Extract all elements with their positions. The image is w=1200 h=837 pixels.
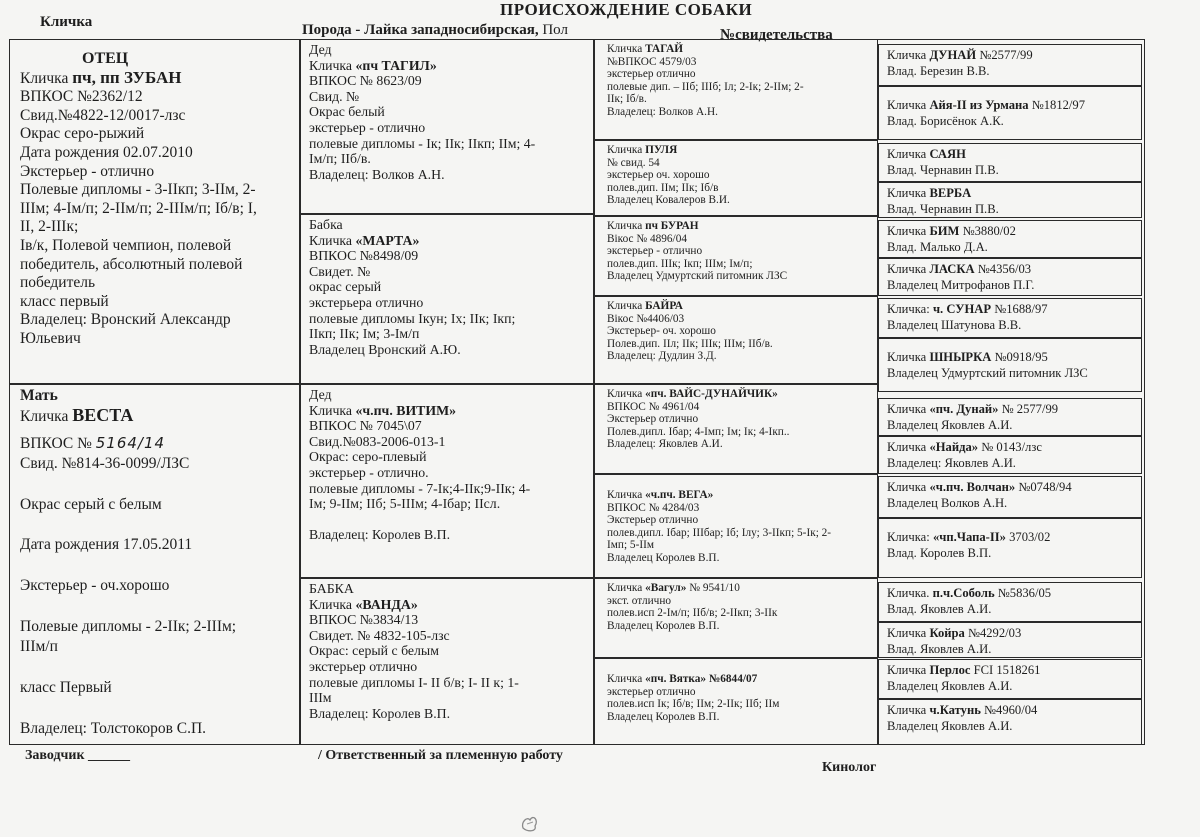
dog-detail-line: ВПКОС №3834/13 <box>309 612 419 628</box>
dog-name-line <box>309 403 587 419</box>
name-label: Кличка <box>309 402 356 418</box>
dog-name-line <box>607 144 871 157</box>
name-label: Кличка <box>887 262 930 276</box>
dog-detail-line: полевые дип. – IIб; IIIб; Iл; 2-Iк; 2-IIм; 2- <box>607 80 804 93</box>
dog-detail-line: полевые дипломы - Iк; IIк; IIкп; IIм; 4- <box>309 135 536 151</box>
ancestor-cell <box>878 182 1142 218</box>
name-label: Кличка <box>887 350 930 364</box>
dog-name-line <box>887 625 1135 641</box>
mother-heading: Мать <box>20 387 58 404</box>
relation-label: Дед <box>309 387 332 402</box>
grandparent-cell <box>300 214 594 384</box>
dog-name: ШНЫРКА <box>929 350 992 364</box>
ancestor-cell <box>878 298 1142 338</box>
father-detail-line: класс первый <box>20 292 109 310</box>
dog-detail-line: окрас серый <box>309 279 382 295</box>
stamp-mark-icon <box>515 806 545 836</box>
owner-line: Влад. Березин В.В. <box>887 64 990 78</box>
registry-number: 3703/02 <box>1005 530 1051 544</box>
dog-detail-line: Iм/п; IIб/в. <box>309 151 371 167</box>
dog-detail-line: полев.дип. IIIк; Iкп; IIIм; Iм/п; <box>607 257 753 270</box>
dog-detail-line: Свид. № <box>309 88 360 104</box>
ancestor-cell <box>878 338 1142 392</box>
father-detail-line: Экстерьер - отлично <box>20 162 155 180</box>
dog-name: САЯН <box>929 147 966 161</box>
dog-name: «чп.Чапа-II» <box>932 530 1006 544</box>
father-detail-line: победитель <box>20 274 96 292</box>
relation-label: Бабка <box>309 217 343 232</box>
grandparent-cell <box>300 384 594 578</box>
name-label: Кличка <box>887 703 930 717</box>
dog-name: ЛАСКА <box>929 262 975 276</box>
dog-name-line <box>887 401 1135 417</box>
great-grandparent-cell <box>594 474 878 578</box>
father-detail-line: Окрас серо-рыжий <box>20 125 145 143</box>
dog-name-line <box>607 220 871 233</box>
dog-name: «ВАНДА» <box>355 596 418 612</box>
dog-detail-line: Владелец Ковалеров В.И. <box>607 194 730 207</box>
dog-name: ПУЛЯ <box>645 144 678 156</box>
father-detail-line: Полевые дипломы - 3-IIкп; 3-IIм, 2- <box>20 181 256 199</box>
name-label: Кличка <box>309 232 356 248</box>
dog-detail-line: экстерьера отлично <box>309 294 424 310</box>
registry-number: №4960/04 <box>980 703 1038 717</box>
registry-number: № 2577/99 <box>998 402 1059 416</box>
dog-detail-line: IIкп; IIк; Iм; 3-Iм/п <box>309 326 420 342</box>
owner-line: Владелец Волков А.Н. <box>887 496 1008 510</box>
great-grandparent-cell <box>594 216 878 296</box>
registry-number: №1812/97 <box>1028 98 1086 112</box>
owner-line: Владелец Удмуртский питомник ЛЗС <box>887 366 1088 380</box>
dog-detail-line: Экстерьер отлично <box>607 413 699 426</box>
father-detail-line: Владелец: Вронский Александр <box>20 311 231 329</box>
dog-detail-line: Полев.дипл. Iбар; 4-Iмп; Iм; Iк; 4-Iкп.. <box>607 425 790 438</box>
dog-name-line <box>607 582 871 595</box>
dog-detail-line: Владелец Вронский А.Ю. <box>309 341 461 357</box>
dog-name-line <box>887 301 1135 317</box>
ancestor-cell <box>878 622 1142 658</box>
name-label: Кличка <box>887 402 930 416</box>
mother-detail-line <box>20 515 293 535</box>
dog-name-line <box>887 223 1135 239</box>
dog-name: ч. СУНАР <box>932 302 992 316</box>
registry-number: №0918/95 <box>991 350 1048 364</box>
dog-detail-line: Свидет. № 4832-105-лзс <box>309 627 450 643</box>
dog-name-line <box>887 529 1135 545</box>
sex-label: Пол <box>538 22 568 38</box>
mother-name: ВЕСТА <box>72 404 134 425</box>
dog-detail-line: №ВПКОС 4579/03 <box>607 55 697 68</box>
mother-detail-line <box>20 474 293 494</box>
header-cert-label: №свидетельства <box>720 27 833 43</box>
name-label: Кличка <box>607 489 646 501</box>
dog-detail-line <box>309 512 587 528</box>
dog-name: ВЕРБА <box>929 186 972 200</box>
dog-name: «ч.пч. Волчан» <box>929 480 1016 494</box>
name-label: Кличка <box>887 663 930 677</box>
dog-detail-line: экстерьер отлично <box>309 658 418 674</box>
dog-detail-line: Владелец: Королев В.П. <box>309 527 451 543</box>
registry-number: №1688/97 <box>991 302 1048 316</box>
dog-name-line <box>607 489 871 502</box>
dog-name: «ч.пч. ВИТИМ» <box>355 402 457 418</box>
father-detail-line: ВПКОС №2362/12 <box>20 88 143 106</box>
father-detail-line: Свид.№4822-12/0017-лзс <box>20 106 186 124</box>
mother-cell <box>9 384 300 745</box>
dog-detail-line: полев.дипл. Iбар; IIIбар; Iб; Iлу; 3-IIкп; 5-Iк; 2- <box>607 526 832 539</box>
dog-name: пч БУРАН <box>645 220 699 232</box>
handwritten-vpkos-number: 5164/14 <box>95 434 166 453</box>
name-label: Кличка <box>607 43 646 55</box>
ancestor-cell <box>878 518 1142 578</box>
dog-detail-line: Окрас белый <box>309 104 385 120</box>
dog-name-line <box>309 58 587 74</box>
name-label: Кличка <box>887 98 930 112</box>
dog-detail-line: полев.исп 2-Iм/п; IIб/в; 2-IIкп; 3-IIк <box>607 607 778 620</box>
great-grandparent-cell <box>594 658 878 745</box>
name-label: Кличка <box>309 596 356 612</box>
owner-line: Влад. Чернавин П.В. <box>887 163 999 177</box>
dog-name-line <box>309 597 587 613</box>
responsible-signature-line: / Ответственный за племенную работу <box>318 748 563 763</box>
dog-name: БИМ <box>929 224 960 238</box>
great-grandparent-cell <box>594 140 878 216</box>
dog-detail-line: IIIм <box>309 690 332 706</box>
dog-name: «пч ТАГИЛ» <box>355 57 437 73</box>
dog-name: «ч.пч. ВЕГА» <box>645 489 714 501</box>
dog-detail-line: Владелец Удмуртский питомник ЛЗС <box>607 270 788 283</box>
great-grandparent-cell <box>594 39 878 140</box>
ancestor-cell <box>878 220 1142 258</box>
dog-detail-line: Окрас: серо-плевый <box>309 449 427 465</box>
dog-detail-line: Свидет. № <box>309 263 371 279</box>
dog-name-line <box>607 300 871 313</box>
dog-detail-line: экст. отлично <box>607 594 672 607</box>
dog-name: «МАРТА» <box>355 232 420 248</box>
ancestor-cell <box>878 398 1142 436</box>
ancestor-cell <box>878 86 1142 140</box>
owner-line: Владелец Яковлев А.И. <box>887 679 1013 693</box>
father-detail-line: Юльевич <box>20 329 81 347</box>
dog-detail-line: IIк; Iб/в. <box>607 93 647 106</box>
dog-detail-line: экстерьер - отлично <box>309 119 426 135</box>
father-detail-line: Iв/к, Полевой чемпион, полевой <box>20 236 232 254</box>
dog-detail-line: ВПКОС № 4284/03 <box>607 501 700 514</box>
ancestor-cell <box>878 143 1142 182</box>
dog-detail-line: полев.дип. IIм; IIк; Iб/в <box>607 181 719 194</box>
registry-number: №0748/94 <box>1015 480 1072 494</box>
name-label: Кличка <box>887 440 930 454</box>
mother-detail-line <box>20 556 293 576</box>
dog-name-line <box>309 233 587 249</box>
name-label: Кличка <box>607 673 646 685</box>
dog-name-line <box>887 261 1135 277</box>
name-label: Кличка <box>887 147 930 161</box>
dog-detail-line: экстерьер - отлично. <box>309 464 429 480</box>
dog-detail-line: Владелец Королев В.П. <box>607 551 720 564</box>
dog-detail-line: экстерьер отлично <box>607 685 696 698</box>
father-cell <box>9 39 300 384</box>
dog-name-line <box>607 388 871 401</box>
kinolog-signature-line: Кинолог <box>822 760 877 775</box>
document-title: ПРОИСХОЖДЕНИЕ СОБАКИ <box>500 0 753 19</box>
dog-name-line <box>887 439 1135 455</box>
mother-detail-line: класс Первый <box>20 679 112 697</box>
registry-number: FCI 1518261 <box>970 663 1041 677</box>
ancestor-cell <box>878 476 1142 518</box>
father-details <box>20 88 293 348</box>
header-breed <box>302 22 568 39</box>
dog-name: «Найда» <box>929 440 979 454</box>
dog-name: Койра <box>929 626 965 640</box>
dog-name-line <box>887 585 1135 601</box>
name-label: Кличка. <box>887 586 933 600</box>
dog-detail-line: полевые дипломы Iкун; Iх; IIк; Iкп; <box>309 310 516 326</box>
registry-number: №4292/03 <box>964 626 1022 640</box>
dog-detail-line: Окрас: серый с белым <box>309 643 439 659</box>
owner-line: Влад. Яковлев А.И. <box>887 642 992 656</box>
owner-line: Влад. Чернавин П.В. <box>887 202 999 216</box>
dog-detail-line: полев.исп Iк; Iб/в; IIм; 2-IIк; IIб; IIм <box>607 698 780 711</box>
mother-detail-line: IIIм/п <box>20 638 58 656</box>
registry-number: № 0143/лзс <box>978 440 1042 454</box>
dog-name-line <box>887 47 1135 63</box>
father-name-label: Кличка <box>20 69 73 87</box>
name-label: Кличка <box>887 626 930 640</box>
dog-detail-line: Экстерьер отлично <box>607 514 699 527</box>
breeder-signature-line: Заводчик ______ <box>25 748 131 763</box>
dog-detail-line: полевые дипломы I- II б/в; I- II к; 1- <box>309 674 519 690</box>
breed-value: Лайка западносибирская, <box>364 22 539 38</box>
owner-line: Влад. Малько Д.А. <box>887 240 988 254</box>
ancestor-cell <box>878 436 1142 474</box>
dog-detail-line: Владелец Королев В.П. <box>607 619 720 632</box>
mother-name-label: Кличка <box>20 407 73 425</box>
name-label: Кличка <box>887 48 930 62</box>
ancestor-cell <box>878 699 1142 745</box>
great-grandparent-cell <box>594 384 878 474</box>
relation-label: Дед <box>309 42 332 57</box>
dog-detail-line: экстерьер оч. хорошо <box>607 169 710 182</box>
owner-line: Владелец Митрофанов П.Г. <box>887 278 1035 292</box>
dog-name-line <box>887 479 1135 495</box>
mother-detail-line <box>20 699 293 719</box>
dog-name: п.ч.Соболь <box>932 586 995 600</box>
dog-detail-line: ВПКОС № 4961/04 <box>607 400 700 413</box>
dog-detail-line: Полев.дип. IIл; IIк; IIIк; IIIм; IIб/в. <box>607 337 773 350</box>
mother-detail-line: Свид. №814-36-0099/ЛЗС <box>20 454 190 472</box>
owner-line: Владелец Шатунова В.В. <box>887 318 1022 332</box>
dog-detail-line: Владелец Королев В.П. <box>607 710 720 723</box>
owner-line: Владелец Яковлев А.И. <box>887 418 1013 432</box>
dog-name-line <box>887 662 1135 678</box>
dog-name-line <box>607 43 871 56</box>
name-label: Кличка <box>887 186 930 200</box>
mother-name-line <box>20 406 293 427</box>
name-label: Кличка: <box>887 530 933 544</box>
dog-name-line <box>887 185 1135 201</box>
registry-number: №4356/03 <box>974 262 1032 276</box>
ancestor-cell <box>878 258 1142 296</box>
registry-number: №2577/99 <box>976 48 1033 62</box>
dog-detail-line: экстерьер - отлично <box>607 245 703 258</box>
dog-detail-line: экстерьер отлично <box>607 68 696 81</box>
dog-detail-line: № свид. 54 <box>607 156 660 169</box>
dog-detail-line: Вікос №4406/03 <box>607 312 685 325</box>
father-detail-line: Дата рождения 02.07.2010 <box>20 143 193 161</box>
dog-detail-line: ВПКОС №8498/09 <box>309 248 419 264</box>
name-label: Кличка <box>887 480 930 494</box>
name-label: Кличка <box>607 300 646 312</box>
registry-number: №5836/05 <box>994 586 1052 600</box>
name-label: Кличка <box>607 582 646 594</box>
great-grandparent-cell <box>594 578 878 658</box>
relation-label: БАБКА <box>309 581 354 596</box>
dog-name: ДУНАЙ <box>929 48 977 62</box>
owner-line: Владелец: Яковлев А.И. <box>887 456 1016 470</box>
registry-number: № 9541/10 <box>686 582 740 594</box>
dog-detail-line: Iмп; 5-IIм <box>607 539 655 552</box>
dog-name-line <box>887 146 1135 162</box>
mother-detail-line <box>20 658 293 678</box>
ancestor-cell <box>878 582 1142 622</box>
registry-number: №3880/02 <box>959 224 1016 238</box>
dog-name: БАЙРА <box>645 300 683 312</box>
dog-name: Перлос <box>929 663 971 677</box>
name-label: Кличка <box>309 57 356 73</box>
great-grandparent-cell <box>594 296 878 384</box>
mother-detail-line: Дата рождения 17.05.2011 <box>20 536 193 554</box>
dog-name: Айя-II из Урмана <box>929 98 1029 112</box>
grandparent-cell <box>300 578 594 745</box>
father-detail-line: II, 2-IIIк; <box>20 218 79 236</box>
dog-detail-line: Владелец: Волков А.Н. <box>607 105 718 118</box>
mother-detail-line: Полевые дипломы - 2-IIк; 2-IIIм; <box>20 618 237 636</box>
mother-detail-line <box>20 597 293 617</box>
mother-details <box>20 454 293 740</box>
ancestor-cell <box>878 659 1142 699</box>
name-label: Кличка <box>607 220 646 232</box>
dog-name-line <box>607 673 871 686</box>
grandparent-cell <box>300 39 594 214</box>
mother-vpkos-line <box>20 434 293 454</box>
breed-label: Порода - <box>302 22 365 38</box>
dog-name: «пч. Вятка» №6844/07 <box>645 673 758 685</box>
mother-detail-line: Окрас серый с белым <box>20 495 162 513</box>
dog-detail-line: Iм; 9-IIм; IIб; 5-IIIм; 4-Iбар; IIсл. <box>309 496 501 512</box>
dog-detail-line: полевые дипломы - 7-Iк;4-IIк;9-IIк; 4- <box>309 480 531 496</box>
father-heading: ОТЕЦ <box>82 50 129 67</box>
dog-detail-line: ВПКОС № 8623/09 <box>309 73 422 89</box>
father-detail-line: IIIм; 4-Iм/п; 2-IIм/п; 2-IIIм/п; Iб/в; I, <box>20 199 257 217</box>
name-label: Кличка <box>607 144 646 156</box>
dog-detail-line: Владелец: Дудлин З.Д. <box>607 350 717 363</box>
dog-name: «Вагул» <box>645 582 687 594</box>
owner-line: Влад. Яковлев А.И. <box>887 602 992 616</box>
dog-detail-line: ВПКОС № 7045\07 <box>309 418 422 434</box>
name-label: Кличка <box>607 388 646 400</box>
ancestor-cell <box>878 44 1142 86</box>
dog-detail-line: Вікос № 4896/04 <box>607 232 687 245</box>
dog-detail-line: Владелец: Королев В.П. <box>309 705 451 721</box>
dog-name: ТАГАЙ <box>645 43 684 55</box>
name-label: Кличка <box>887 224 930 238</box>
dog-name-line <box>887 702 1135 718</box>
father-name-line <box>20 69 293 89</box>
owner-line: Владелец Яковлев А.И. <box>887 719 1013 733</box>
father-name: пч, пп ЗУБАН <box>72 67 182 87</box>
dog-name: «пч. ВАЙС-ДУНАЙЧИК» <box>645 388 778 400</box>
owner-line: Влад. Королев В.П. <box>887 546 992 560</box>
dog-detail-line: Владелец: Яковлев А.И. <box>607 438 723 451</box>
dog-name: «пч. Дунай» <box>929 402 999 416</box>
dog-name: ч.Катунь <box>929 703 981 717</box>
dog-name-line <box>887 97 1135 113</box>
father-detail-line: победитель, абсолютный полевой <box>20 255 243 273</box>
owner-line: Влад. Борисёнок А.К. <box>887 114 1004 128</box>
name-label: Кличка: <box>887 302 933 316</box>
mother-detail-line: Экстерьер - оч.хорошо <box>20 577 170 595</box>
mother-vpkos-label: ВПКОС № <box>20 435 96 453</box>
dog-detail-line: Владелец: Волков А.Н. <box>309 166 445 182</box>
dog-name-line <box>887 349 1135 365</box>
header-name-label: Кличка <box>40 14 93 30</box>
dog-detail-line: Свид.№083-2006-013-1 <box>309 433 446 449</box>
mother-detail-line: Владелец: Толстокоров С.П. <box>20 720 207 738</box>
dog-detail-line: Экстерьер- оч. хорошо <box>607 325 716 338</box>
